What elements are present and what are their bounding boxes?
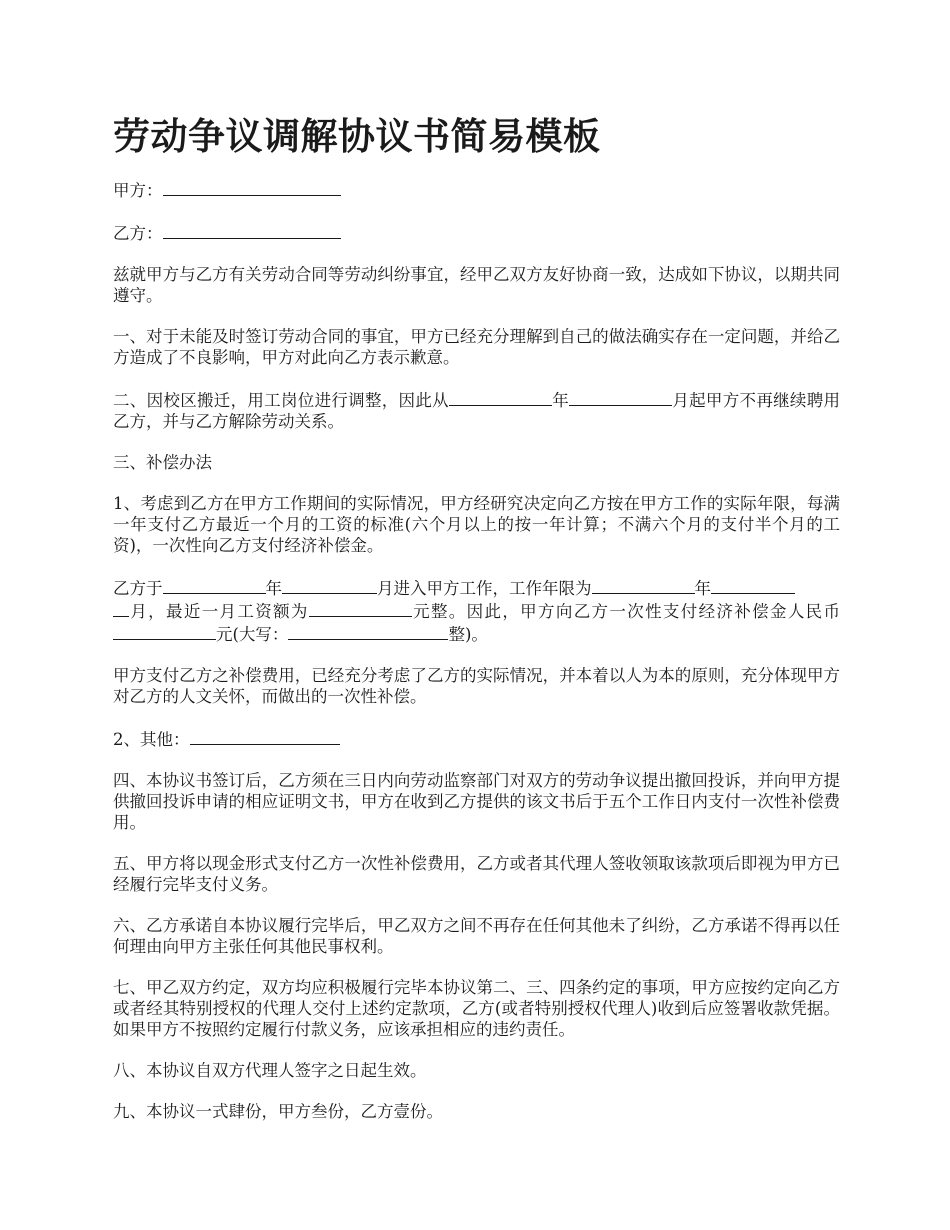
clause-4: 四、本协议书签订后，乙方须在三日内向劳动监察部门对双方的劳动争议提出撤回投诉，并向甲方提供撤回投诉申请的相应证明文书，甲方在收到乙方提供的该文书后于五个工作日内支付一次性补偿费用。 xyxy=(113,771,840,832)
clause-3-1-fill xyxy=(113,576,840,645)
party-b-label: 乙方： xyxy=(113,224,163,243)
entry-month-blank xyxy=(282,576,377,594)
clause-9: 九、本协议一式肆份，甲方叁份，乙方壹份。 xyxy=(113,1102,443,1121)
party-b-blank xyxy=(163,221,341,239)
clause-5: 五、甲方将以现金形式支付乙方一次性补偿费用，乙方或者其代理人签收领取该款项后即视为甲方已经履行完毕支付义务。 xyxy=(113,854,840,894)
other-blank xyxy=(190,727,340,745)
fill-text-8: 整)。 xyxy=(448,625,488,644)
clause-3-1-note: 甲方支付乙方之补偿费用，已经充分考虑了乙方的实际情况，并本着以人为本的原则，充分体现甲方对乙方的人文关怀，而做出的一次性补偿。 xyxy=(113,666,840,706)
document-title: 劳动争议调解协议书简易模板 xyxy=(113,114,601,158)
amount-words-blank xyxy=(288,622,448,640)
clause-2 xyxy=(113,388,840,432)
party-a-line xyxy=(113,178,840,201)
party-a-label: 甲方： xyxy=(113,181,163,200)
fill-text-7: 元(大写： xyxy=(216,625,289,644)
clause-2-text-2: 年 xyxy=(551,391,570,410)
party-a-blank xyxy=(163,178,341,196)
clause-6: 六、乙方承诺自本协议履行完毕后，甲乙双方之间不再存在任何其他未了纠纷，乙方承诺不得再以任何理由向甲方主张任何其他民事权利。 xyxy=(113,916,840,956)
fill-text-6: 元整。因此，甲方向乙方一次性支付经济补偿金人民币 xyxy=(411,602,841,621)
salary-blank xyxy=(309,599,412,617)
work-months-blank-b xyxy=(113,599,129,617)
amount-blank xyxy=(113,622,216,640)
entry-year-blank xyxy=(163,576,266,594)
work-years-blank xyxy=(592,576,695,594)
clause-2-text-3: 月起甲方不再继续聘用乙方，并与乙方解除劳动关系。 xyxy=(113,391,840,431)
fill-text-4: 年 xyxy=(694,579,711,598)
party-b-line xyxy=(113,221,840,244)
fill-text-1: 乙方于 xyxy=(113,579,163,598)
document-body xyxy=(113,178,840,1142)
year-blank xyxy=(449,388,552,406)
fill-text-5: 月，最近一月工资额为 xyxy=(129,602,309,621)
clause-1: 一、对于未能及时签订劳动合同的事宜，甲方已经充分理解到自己的做法确实存在一定问题，并给乙方造成了不良影响，甲方对此向乙方表示歉意。 xyxy=(113,327,840,367)
clause-3-2-label: 2、其他： xyxy=(113,730,190,749)
month-blank xyxy=(569,388,672,406)
clause-3-heading: 三、补偿办法 xyxy=(113,453,212,472)
intro-paragraph: 兹就甲方与乙方有关劳动合同等劳动纠纷事宜，经甲乙双方友好协商一致，达成如下协议，以期共同遵守。 xyxy=(113,265,840,305)
clause-7: 七、甲乙双方约定，双方均应积极履行完毕本协议第二、三、四条约定的事项，甲方应按约定向乙方或者经其特别授权的代理人交付上述约定款项，乙方(或者特别授权代理人)收到后应签署收款凭据。如果甲方不按照约定履行付款义务，应该承担相应的违约责任。 xyxy=(113,978,840,1039)
clause-3-2 xyxy=(113,727,840,750)
fill-text-2: 年 xyxy=(265,579,282,598)
clause-2-text-1: 二、因校区搬迁，用工岗位进行调整，因此从 xyxy=(113,391,449,410)
work-months-blank-a xyxy=(711,576,795,594)
clause-8: 八、本协议自双方代理人签字之日起生效。 xyxy=(113,1061,427,1080)
fill-text-3: 月进入甲方工作，工作年限为 xyxy=(377,579,592,598)
clause-3-1: 1、考虑到乙方在甲方工作期间的实际情况，甲方经研究决定向乙方按在甲方工作的实际年限，每满一年支付乙方最近一个月的工资的标准(六个月以上的按一年计算；不满六个月的支付半个月的工资)，一次性向乙方支付经济补偿金。 xyxy=(113,494,840,555)
